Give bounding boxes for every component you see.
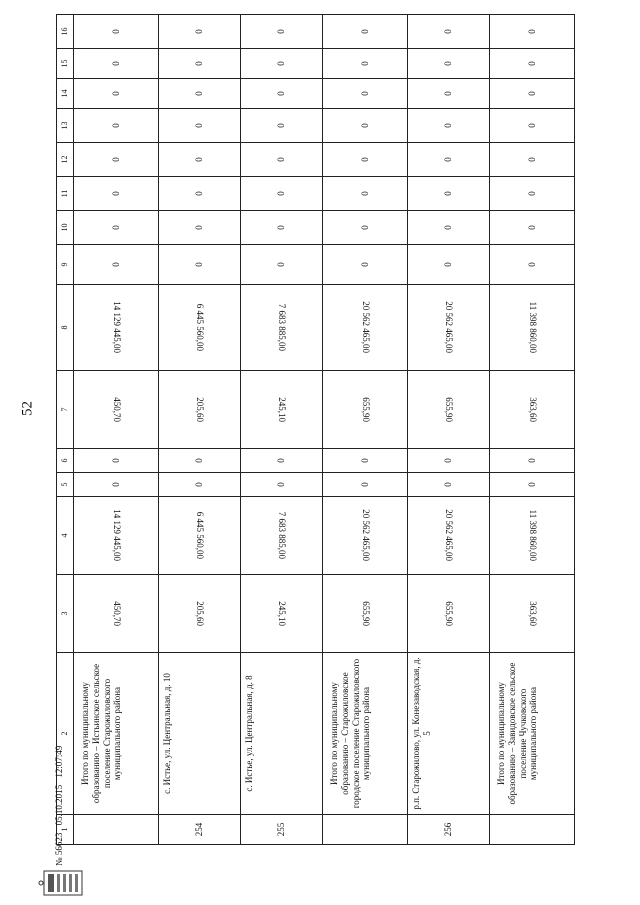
row-index <box>323 815 408 845</box>
cell-value: 0 <box>408 449 490 473</box>
cell-value: 0 <box>323 177 408 211</box>
cell-value: 0 <box>159 211 241 245</box>
row-name: Итого по муниципальному образованию – Старожиловское городское поселение Старожиловского муниципального района <box>323 653 408 815</box>
cell-area: 363,60 <box>490 575 575 653</box>
cell-value: 0 <box>323 449 408 473</box>
cell-value: 0 <box>408 49 490 79</box>
cell-value: 0 <box>323 79 408 109</box>
cell-value: 0 <box>241 143 323 177</box>
cell-value: 0 <box>490 449 575 473</box>
cell-cost: 11 398 860,00 <box>490 285 575 371</box>
cell-value: 0 <box>490 15 575 49</box>
col-number: 12 <box>57 143 74 177</box>
cell-value: 0 <box>74 177 159 211</box>
cell-area: 655,90 <box>323 575 408 653</box>
cell-area: 205,60 <box>159 575 241 653</box>
col-number: 16 <box>57 15 74 49</box>
cell-value: 0 <box>490 143 575 177</box>
row-index: 254 <box>159 815 241 845</box>
document-number: № 56623 <box>54 832 64 866</box>
cell-value: 0 <box>408 473 490 497</box>
row-index <box>490 815 575 845</box>
page-number: 52 <box>19 401 36 416</box>
col-number: 14 <box>57 79 74 109</box>
footer-registration <box>54 736 68 866</box>
cell-value: 0 <box>74 473 159 497</box>
col-number: 5 <box>57 473 74 497</box>
cell-value: 0 <box>323 211 408 245</box>
cell-area: 655,90 <box>408 575 490 653</box>
cell-area: 245,10 <box>241 371 323 449</box>
cell-value: 0 <box>159 15 241 49</box>
registry-stamp-icon <box>38 870 86 896</box>
col-number: 10 <box>57 211 74 245</box>
cell-cost: 11 398 860,00 <box>490 497 575 575</box>
cell-area: 655,90 <box>323 371 408 449</box>
cell-value: 0 <box>490 473 575 497</box>
cell-value: 0 <box>323 15 408 49</box>
col-number: 3 <box>57 575 74 653</box>
cell-value: 0 <box>74 15 159 49</box>
cell-value: 0 <box>241 449 323 473</box>
cell-value: 0 <box>159 143 241 177</box>
cell-cost: 7 683 885,00 <box>241 497 323 575</box>
col-number: 6 <box>57 449 74 473</box>
cell-value: 0 <box>74 109 159 143</box>
cell-cost: 7 683 885,00 <box>241 285 323 371</box>
cell-value: 0 <box>323 473 408 497</box>
cell-value: 0 <box>241 49 323 79</box>
cell-value: 0 <box>408 79 490 109</box>
cell-area: 655,90 <box>408 371 490 449</box>
col-number: 8 <box>57 285 74 371</box>
cell-cost: 14 129 445,00 <box>74 497 159 575</box>
cell-value: 0 <box>241 473 323 497</box>
cell-value: 0 <box>408 245 490 285</box>
cell-cost: 20 562 465,00 <box>408 497 490 575</box>
cell-cost: 20 562 465,00 <box>323 285 408 371</box>
col-number: 15 <box>57 49 74 79</box>
cell-value: 0 <box>159 49 241 79</box>
cell-value: 0 <box>241 79 323 109</box>
table-row <box>241 15 323 845</box>
cell-value: 0 <box>159 177 241 211</box>
cell-value: 0 <box>74 143 159 177</box>
registration-date: 05.10.2015 <box>54 784 64 826</box>
data-table <box>56 14 575 845</box>
table-row <box>323 15 408 845</box>
cell-value: 0 <box>74 245 159 285</box>
table-row <box>74 15 159 845</box>
cell-value: 0 <box>490 49 575 79</box>
cell-cost: 6 445 560,00 <box>159 497 241 575</box>
cell-value: 0 <box>241 177 323 211</box>
cell-value: 0 <box>323 245 408 285</box>
cell-value: 0 <box>490 211 575 245</box>
registration-time: 12:07:49 <box>54 745 64 778</box>
cell-value: 0 <box>74 49 159 79</box>
col-number: 1 <box>57 815 74 845</box>
cell-cost: 14 129 445,00 <box>74 285 159 371</box>
row-index: 255 <box>241 815 323 845</box>
cell-value: 0 <box>408 15 490 49</box>
table-row <box>408 15 490 845</box>
cell-value: 0 <box>323 143 408 177</box>
cell-value: 0 <box>74 449 159 473</box>
cell-value: 0 <box>408 109 490 143</box>
cell-cost: 20 562 465,00 <box>323 497 408 575</box>
cell-value: 0 <box>241 15 323 49</box>
cell-value: 0 <box>490 109 575 143</box>
cell-value: 0 <box>408 211 490 245</box>
cell-value: 0 <box>159 109 241 143</box>
cell-area: 363,60 <box>490 371 575 449</box>
cell-value: 0 <box>159 245 241 285</box>
cell-cost: 20 562 465,00 <box>408 285 490 371</box>
table-row <box>490 15 575 845</box>
cell-value: 0 <box>490 177 575 211</box>
cell-area: 245,10 <box>241 575 323 653</box>
row-name: Итого по муниципальному образованию – Завидовское сельское поселение Чучковского муниципального района <box>490 653 575 815</box>
table-rotated-container <box>56 15 548 845</box>
cell-area: 450,70 <box>74 371 159 449</box>
cell-value: 0 <box>323 109 408 143</box>
cell-value: 0 <box>241 245 323 285</box>
column-number-row <box>57 15 74 845</box>
cell-value: 0 <box>490 79 575 109</box>
col-number: 7 <box>57 371 74 449</box>
cell-value: 0 <box>159 449 241 473</box>
row-index: 256 <box>408 815 490 845</box>
cell-area: 450,70 <box>74 575 159 653</box>
row-name: Итого по муниципальному образованию – Истьинское сельское поселение Старожиловского муниципального района <box>74 653 159 815</box>
row-name: с. Истье, ул. Центральная, д. 8 <box>241 653 323 815</box>
cell-value: 0 <box>159 473 241 497</box>
cell-value: 0 <box>408 143 490 177</box>
cell-value: 0 <box>408 177 490 211</box>
row-name: с. Истье, ул. Центральная, д. 10 <box>159 653 241 815</box>
col-number: 11 <box>57 177 74 211</box>
cell-value: 0 <box>323 49 408 79</box>
cell-value: 0 <box>74 79 159 109</box>
cell-value: 0 <box>241 109 323 143</box>
footer-stamp <box>30 740 100 900</box>
cell-value: 0 <box>241 211 323 245</box>
col-number: 2 <box>57 653 74 815</box>
table-row <box>159 15 241 845</box>
col-number: 4 <box>57 497 74 575</box>
col-number: 13 <box>57 109 74 143</box>
cell-area: 205,60 <box>159 371 241 449</box>
col-number: 9 <box>57 245 74 285</box>
cell-value: 0 <box>74 211 159 245</box>
cell-cost: 6 445 560,00 <box>159 285 241 371</box>
cell-value: 0 <box>159 79 241 109</box>
row-name: р.п. Старожилово, ул. Конезаводская, д. 5 <box>408 653 490 815</box>
cell-value: 0 <box>490 245 575 285</box>
